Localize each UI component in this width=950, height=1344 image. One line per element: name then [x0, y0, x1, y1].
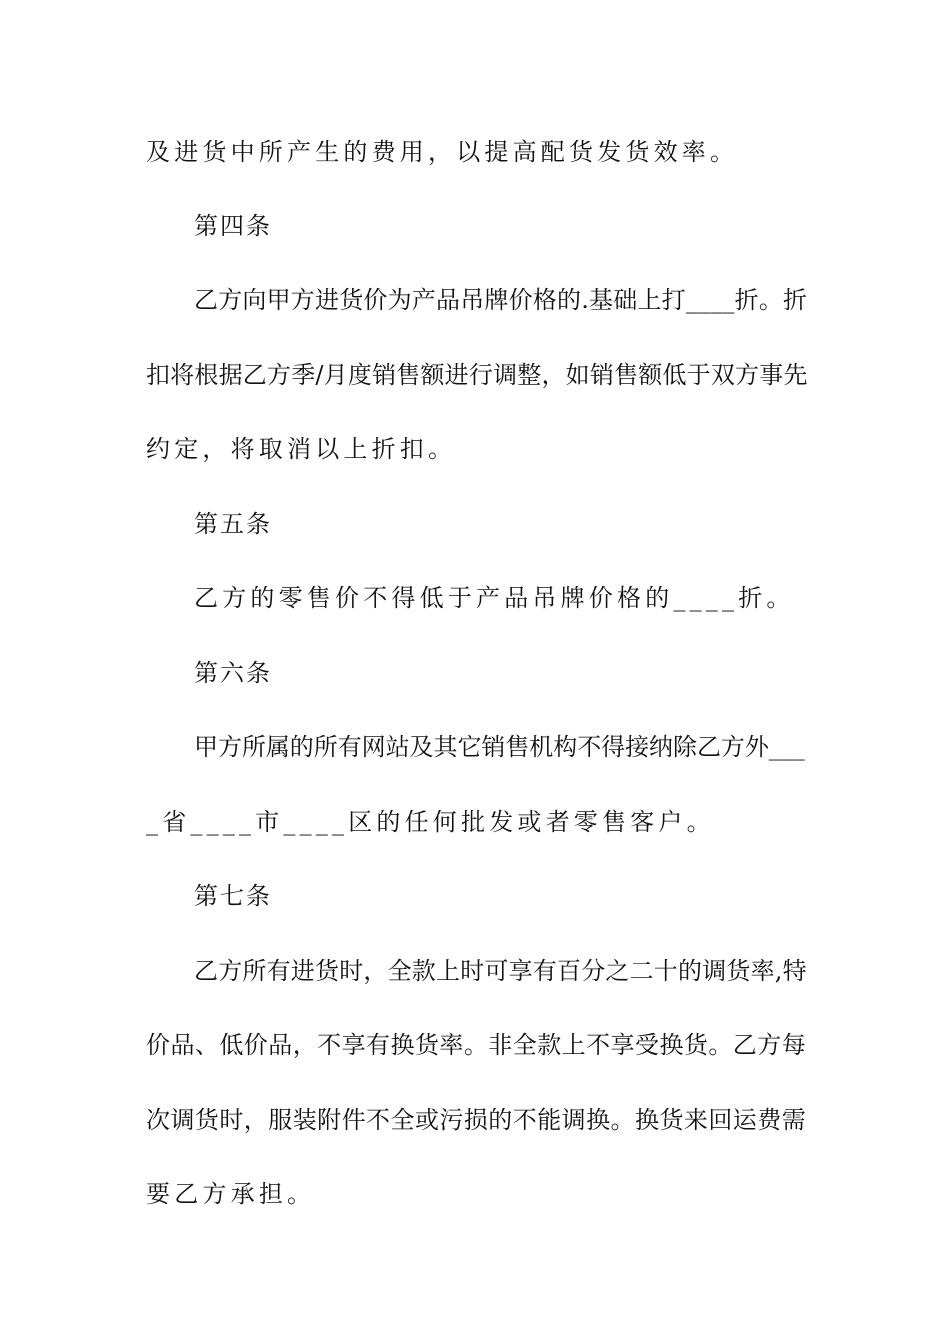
paragraph-line: 乙方向甲方进货价为产品吊牌价格的.基础上打____折。折: [194, 286, 808, 314]
article-heading-7: 第七条: [194, 882, 272, 910]
paragraph-line: 要乙方承担。: [146, 1180, 316, 1208]
paragraph-line: 价品、低价品，不享有换货率。非全款上不享受换货。乙方每: [146, 1031, 807, 1059]
article-heading-4: 第四条: [194, 212, 272, 240]
paragraph-line: 及进货中所产生的费用，以提高配货发货效率。: [146, 138, 739, 166]
paragraph-line: 次调货时，服装附件不全或污损的不能调换。换货来回运费需: [146, 1106, 807, 1134]
article-heading-6: 第六条: [194, 659, 272, 687]
paragraph-line: _省____市____区的任何批发或者零售客户。: [146, 808, 715, 836]
paragraph-line: 甲方所属的所有网站及其它销售机构不得接纳除乙方外___: [194, 733, 805, 761]
paragraph-line: 约定，将取消以上折扣。: [146, 435, 457, 463]
article-heading-5: 第五条: [194, 510, 272, 538]
paragraph-line: 乙方所有进货时，全款上时可享有百分之二十的调货率,特: [194, 957, 807, 985]
paragraph-line: 扣将根据乙方季/月度销售额进行调整，如销售额低于双方事先: [146, 361, 808, 389]
paragraph-line: 乙方的零售价不得低于产品吊牌价格的____折。: [194, 584, 795, 612]
